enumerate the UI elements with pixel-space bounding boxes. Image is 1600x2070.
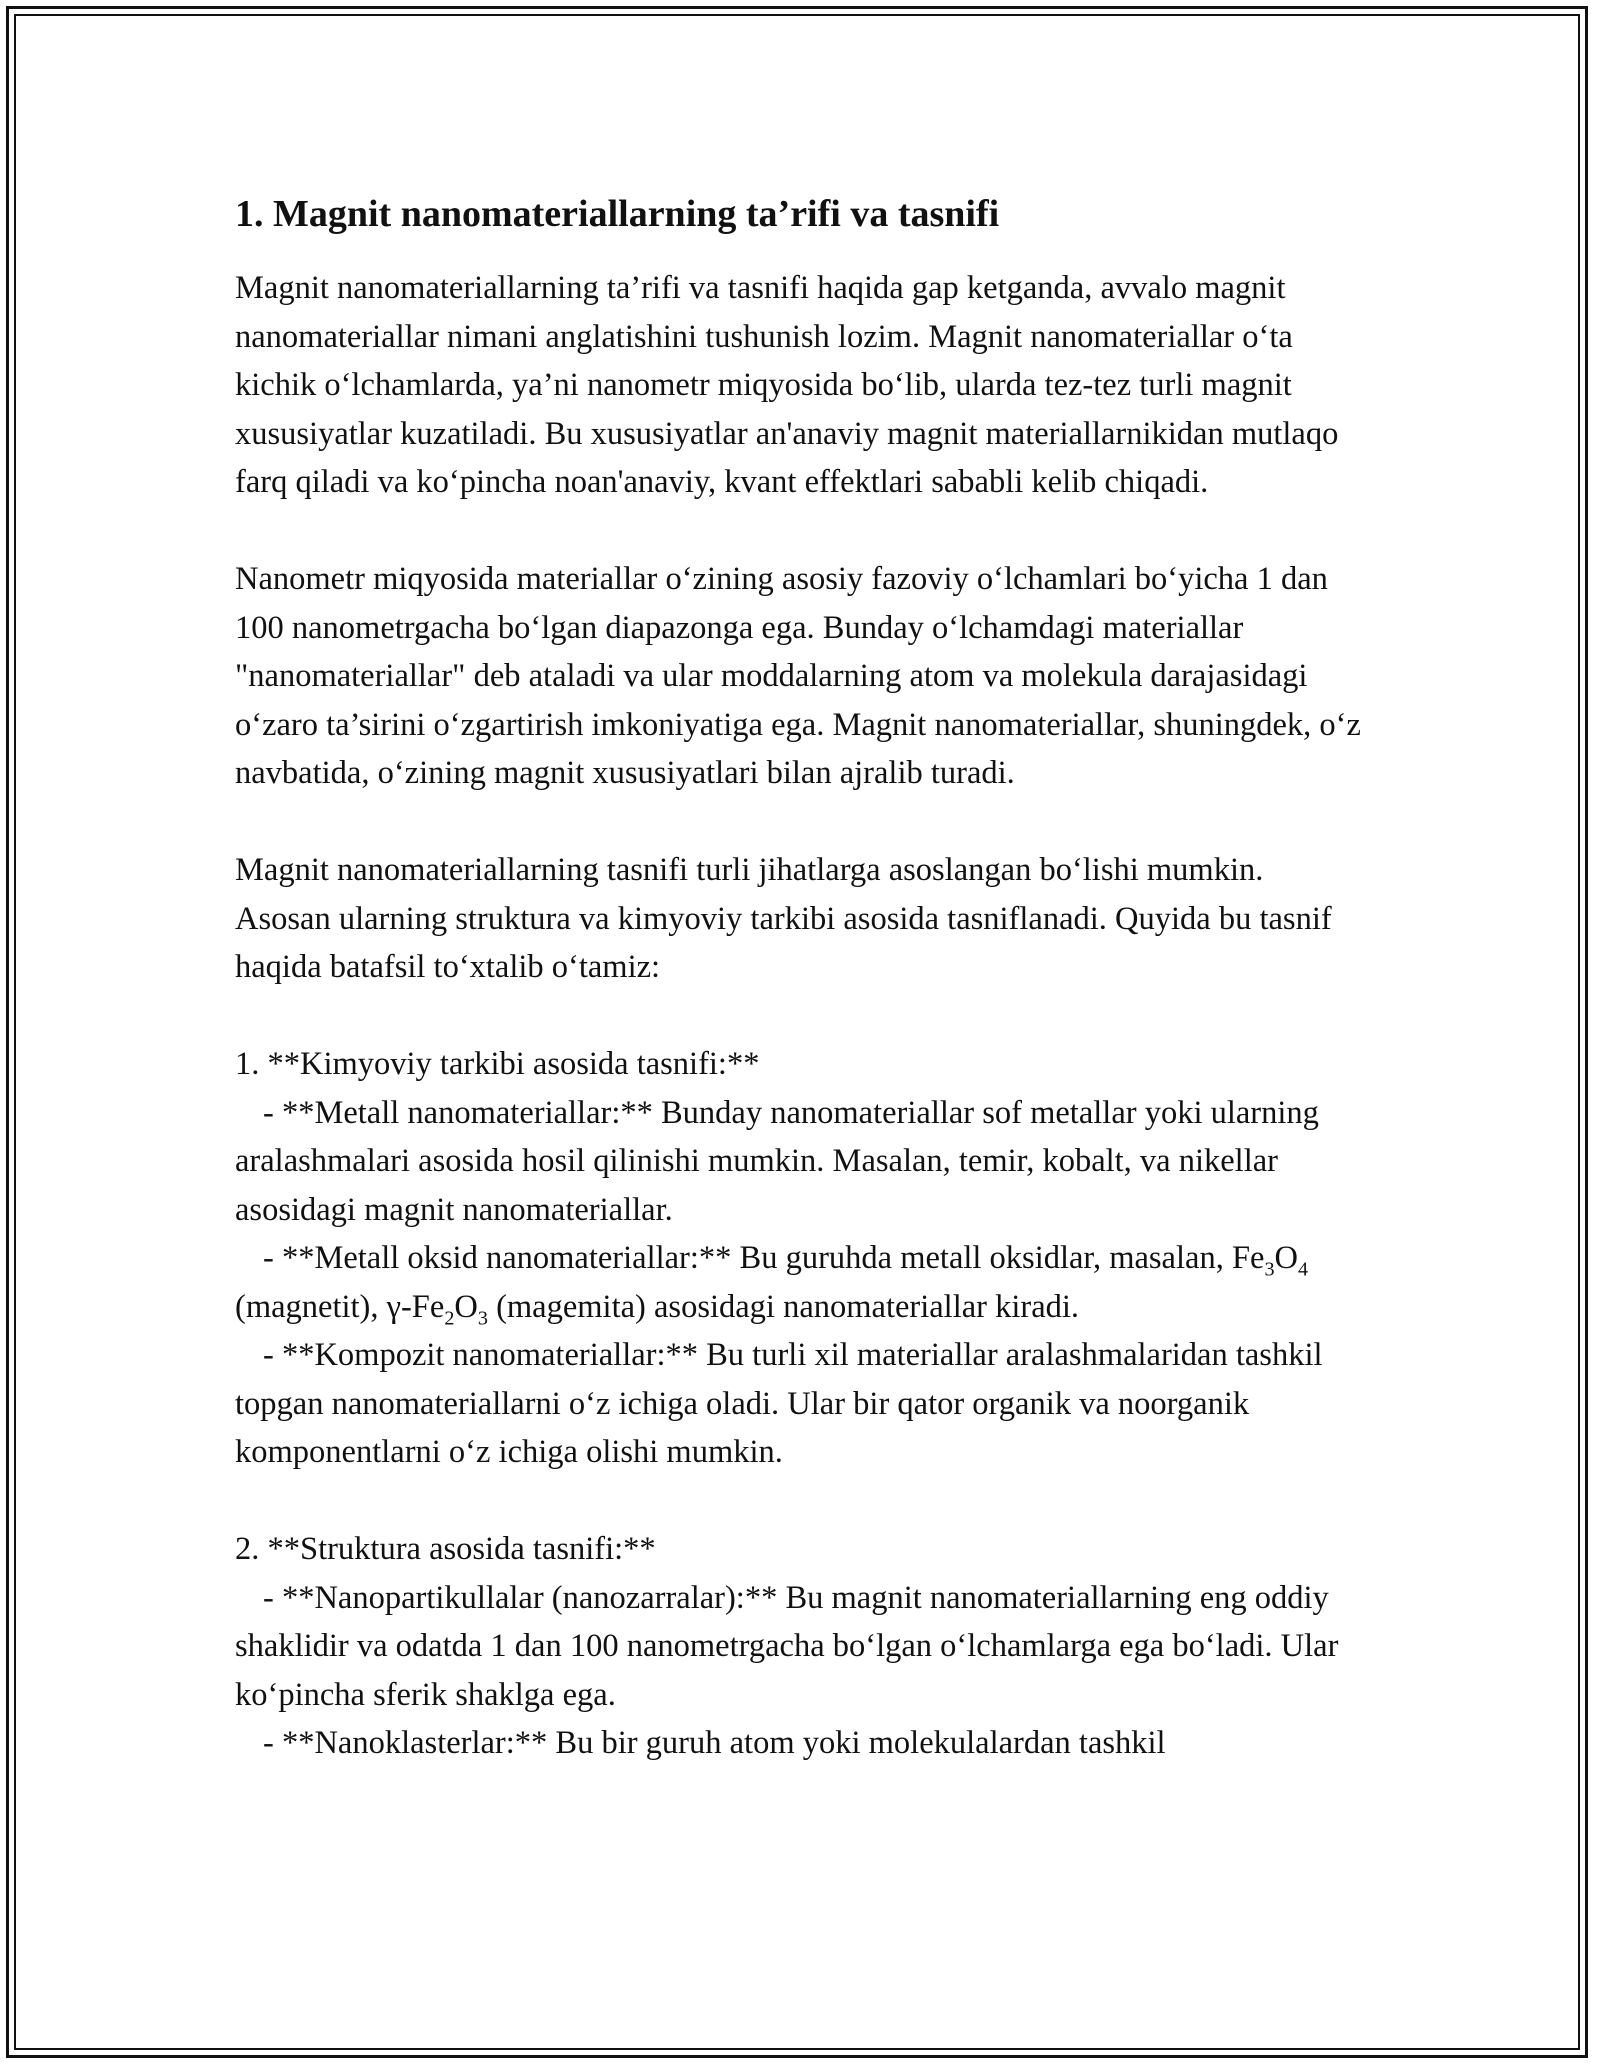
paragraph-nanometer-scale: Nanometr miqyosida materiallar o‘zining asosiy fazoviy o‘lchamlari bo‘yicha 1 dan 100 nanometrgacha bo‘lgan diapazonga ega. Bunday o‘lchamdagi materiallar "nanomateriallar" deb ataladi va ular moddalarning atom va molekula darajasidagi o‘zaro ta’sirini o‘zgartirish imkoniyatiga ega. Magnit nanomateriallar, shuningdek, o‘z navbatida, o‘zining magnit xususiyatlari bilan ajralib turadi.: [235, 561, 1361, 791]
paragraph-classification-intro: Magnit nanomateriallarning tasnifi turli jihatlarga asoslangan bo‘lishi mumkin. Asosan ularning struktura va kimyoviy tarkibi asosida tasniflanadi. Quyida bu tasnif haqida batafsil to‘xtalib o‘tamiz:: [235, 852, 1332, 985]
formula-text: (magemita) asosidagi nanomateriallar kiradi.: [487, 1288, 1080, 1325]
document-body: [235, 188, 1365, 1816]
list-item-metal-oxide: [235, 1234, 1365, 1331]
section-heading: 1. Magnit nanomateriallarning ta’rifi va tasnifi: [235, 193, 1000, 235]
list-title: 1. **Kimyoviy tarkibi asosida tasnifi:**: [235, 1046, 760, 1082]
list-item: - **Metall nanomateriallar:** Bunday nanomateriallar sof metallar yoki ularning aralashmalari asosida hosil qilinishi mumkin. Masalan, temir, kobalt, va nikellar asosidagi magnit nanomateriallar.: [235, 1094, 1319, 1228]
list-item: - **Nanoklasterlar:** Bu bir guruh atom yoki molekulalardan tashkil: [263, 1725, 1166, 1761]
formula-text: O: [454, 1288, 478, 1325]
formula-subscript: 3: [477, 1307, 488, 1329]
list-title: 2. **Struktura asosida tasnifi:**: [235, 1531, 656, 1567]
formula-subscript: 2: [444, 1307, 455, 1329]
formula-text: (magnetit), γ-Fe: [235, 1288, 445, 1325]
paragraph-definition: Magnit nanomateriallarning ta’rifi va tasnifi haqida gap ketganda, avvalo magnit nanomateriallar nimani anglatishini tushunish lozim. Magnit nanomateriallar o‘ta kichik o‘lchamlarda, ya’ni nanometr miqyosida bo‘lib, ularda tez-tez turli magnit xususiyatlar kuzatiladi. Bu xususiyatlar an'anaviy magnit materiallarnikidan mutlaqo farq qiladi va ko‘pincha noan'anaviy, kvant effektlari sababli kelib chiqadi.: [235, 270, 1339, 500]
list-item: - **Nanopartikullalar (nanozarralar):** Bu magnit nanomateriallarning eng oddiy shaklidir va odatda 1 dan 100 nanometrgacha bo‘lgan o‘lchamlarga ega bo‘ladi. Ular ko‘pincha sferik shaklga ega.: [235, 1579, 1339, 1713]
list-structure-classification: [235, 1525, 1365, 1768]
formula-fe3o4: $Fe_3O_4$: [1231, 1240, 1309, 1281]
list-item: - **Kompozit nanomateriallar:** Bu turli xil materiallar aralashmalaridan tashkil topgan nanomateriallarni o‘z ichiga oladi. Ular bir qator organik va noorganik komponentlarni o‘z ichiga olishi mumkin.: [235, 1337, 1323, 1470]
list-chemical-classification: [235, 1040, 1365, 1477]
list-item-text: - **Metall oksid nanomateriallar:** Bu guruhda metall oksidlar, masalan,: [263, 1240, 1224, 1276]
